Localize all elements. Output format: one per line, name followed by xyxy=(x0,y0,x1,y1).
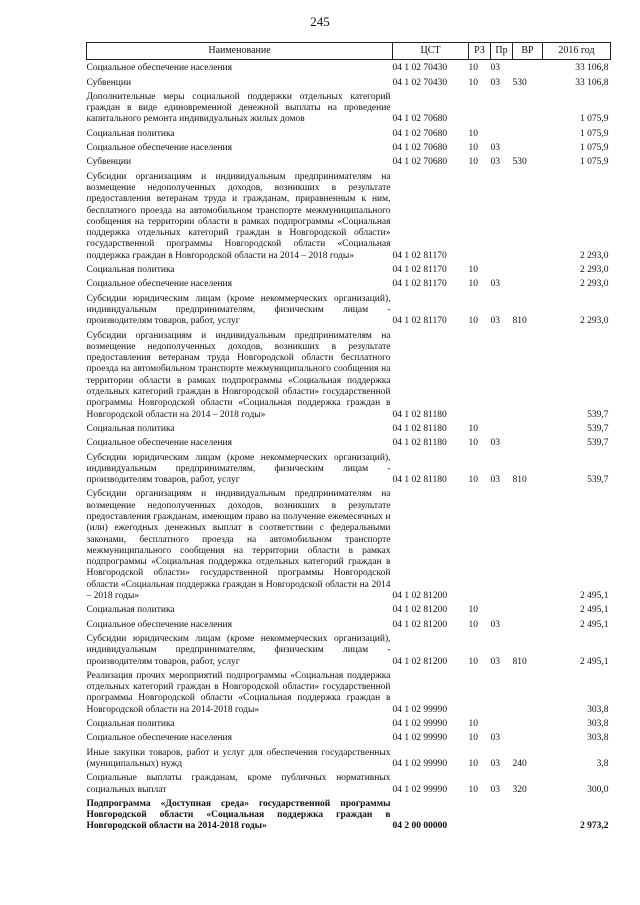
table-row xyxy=(87,89,611,126)
table-row xyxy=(87,435,611,449)
cell-vr xyxy=(513,89,543,126)
table-row xyxy=(87,276,611,290)
cell-pr: 03 xyxy=(490,475,500,486)
cell-pr xyxy=(491,602,513,616)
cell-name: Субсидии организациям и индивидуальным предпринимателям на возмещение недополученных доходов, возникших в результате предоставления ветеранам труда и гражданам, приравненным к ним, бесплатного проезда на автомобильном транспорте межмуниципального сообщения на территории области в рамках подпрограммы «Социальная поддержка отдельных категорий граждан в Новгородской области» государственной программы Новгородской области «Социальная поддержка граждан в Новгородской области на 2014 – 2018 годы» xyxy=(86,171,391,261)
table-row xyxy=(87,60,611,75)
cell-sum: 303,8 xyxy=(587,704,609,715)
table-row xyxy=(87,421,611,435)
cell-cst: 04 1 02 81200 xyxy=(392,591,448,602)
cell-pr: 03 xyxy=(490,279,500,290)
cell-sum: 33 106,8 xyxy=(575,77,609,88)
cell-rz: 10 xyxy=(468,143,478,154)
cell-sum: 1 075,9 xyxy=(580,114,609,125)
cell-vr xyxy=(513,617,543,631)
cell-rz: 10 xyxy=(468,719,478,730)
cell-rz xyxy=(469,89,491,126)
cell-name: Социальное обеспечение населения xyxy=(86,279,232,290)
cell-rz xyxy=(469,328,491,421)
cell-cst: 04 1 02 70430 xyxy=(392,63,448,74)
cell-pr xyxy=(491,169,513,262)
cell-pr xyxy=(491,668,513,716)
cell-rz: 10 xyxy=(468,128,478,139)
cell-vr xyxy=(513,796,543,833)
cell-name: Субсидии организациям и индивидуальным предпринимателям на возмещение недополученных доходов, возникших в результате предоставления гражданам, имеющим право на получение ежемесячных и (или) ежегодных денежных выплат в соответствии с федеральными законами, бесплатного проезда на автомобильном транспорте межмуниципального сообщения на территории области в рамках подпрограммы «Социальная поддержка отдельных категорий граждан в Новгородской области» государственной программы Новгородской области «Социальная поддержка граждан в Новгородской области на 2014 – 2018 годы» xyxy=(86,489,391,602)
cell-cst: 04 1 02 81180 xyxy=(392,438,447,449)
cell-name: Субсидии юридическим лицам (кроме некоммерческих организаций), индивидуальным предпринимателям, физическим лицам - производителям товаров, работ, услуг xyxy=(86,452,391,486)
cell-vr: 530 xyxy=(512,157,527,168)
cell-rz: 10 xyxy=(468,316,478,327)
cell-vr xyxy=(513,421,543,435)
cell-pr xyxy=(491,126,513,140)
cell-name: Реализация прочих мероприятий подпрограммы «Социальная поддержка отдельных категорий граждан в Новгородской области» государственной программы Новгородской области «Социальная поддержка граждан в Новгородской области на 2014-2018 годы» xyxy=(86,670,391,715)
cell-pr: 03 xyxy=(490,63,500,74)
cell-cst: 04 1 02 81170 xyxy=(392,316,447,327)
cell-pr xyxy=(491,421,513,435)
table-row xyxy=(87,716,611,730)
cell-cst: 04 1 02 81170 xyxy=(392,279,447,290)
cell-rz: 10 xyxy=(468,758,478,769)
cell-vr xyxy=(513,276,543,290)
table-row xyxy=(87,770,611,796)
cell-vr xyxy=(513,435,543,449)
table-row xyxy=(87,262,611,276)
cell-name: Социальная политика xyxy=(86,423,175,434)
table-row xyxy=(87,617,611,631)
cell-pr: 03 xyxy=(490,619,500,630)
cell-pr xyxy=(491,716,513,730)
cell-cst: 04 1 02 81170 xyxy=(392,250,447,261)
cell-vr xyxy=(513,262,543,276)
cell-cst: 04 1 02 81200 xyxy=(392,605,448,616)
cell-name: Субсидии юридическим лицам (кроме некоммерческих организаций), индивидуальным предпринимателям, физическим лицам - производителям товаров, работ, услуг xyxy=(86,293,391,327)
cell-sum: 300,0 xyxy=(587,784,609,795)
header-name: Наименование xyxy=(87,43,393,60)
cell-sum: 539,7 xyxy=(587,409,609,420)
cell-vr: 810 xyxy=(512,316,527,327)
cell-rz xyxy=(469,796,491,833)
table-row xyxy=(87,169,611,262)
cell-name: Социальная политика xyxy=(86,719,175,730)
cell-pr: 03 xyxy=(490,143,500,154)
table-row xyxy=(87,75,611,89)
cell-name: Социальные выплаты гражданам, кроме публичных нормативных социальных выплат xyxy=(86,773,391,795)
page-number: 245 xyxy=(310,14,330,29)
cell-name: Иные закупки товаров, работ и услуг для обеспечения государственных (муниципальных) нужд xyxy=(86,747,391,769)
cell-sum: 2 495,1 xyxy=(580,591,609,602)
cell-cst: 04 1 02 99990 xyxy=(392,733,448,744)
cell-name: Субвенции xyxy=(86,157,132,168)
cell-vr xyxy=(513,126,543,140)
cell-cst: 04 1 02 81200 xyxy=(392,619,448,630)
cell-name: Социальное обеспечение населения xyxy=(86,143,232,154)
cell-name: Социальная политика xyxy=(86,605,175,616)
cell-sum: 1 075,9 xyxy=(580,128,609,139)
cell-sum: 1 075,9 xyxy=(580,157,609,168)
cell-rz: 10 xyxy=(468,784,478,795)
cell-vr xyxy=(513,730,543,744)
table-header-row xyxy=(87,43,611,60)
cell-cst: 04 1 02 81200 xyxy=(392,656,448,667)
cell-sum: 539,7 xyxy=(587,475,609,486)
cell-pr: 03 xyxy=(490,733,500,744)
cell-name: Социальное обеспечение населения xyxy=(86,63,232,74)
table-row xyxy=(87,154,611,168)
cell-pr: 03 xyxy=(490,784,500,795)
cell-name: Социальное обеспечение населения xyxy=(86,438,232,449)
cell-cst: 04 1 02 99990 xyxy=(392,758,448,769)
cell-sum: 303,8 xyxy=(587,719,609,730)
cell-rz: 10 xyxy=(468,475,478,486)
cell-sum: 33 106,8 xyxy=(575,63,609,74)
cell-pr: 03 xyxy=(490,438,500,449)
table-row xyxy=(87,796,611,833)
header-pr: Пр xyxy=(491,43,513,60)
table-body xyxy=(87,60,611,833)
cell-sum: 2 495,1 xyxy=(580,619,609,630)
table-row xyxy=(87,668,611,716)
cell-pr xyxy=(491,328,513,421)
cell-sum: 2 495,1 xyxy=(580,656,609,667)
cell-pr: 03 xyxy=(490,656,500,667)
table-row xyxy=(87,328,611,421)
cell-pr xyxy=(491,89,513,126)
cell-rz xyxy=(469,486,491,602)
cell-name: Социальная политика xyxy=(86,265,175,276)
cell-cst: 04 1 02 81180 xyxy=(392,423,447,434)
cell-vr xyxy=(513,169,543,262)
table-row xyxy=(87,450,611,487)
cell-sum: 3,8 xyxy=(596,758,609,769)
cell-pr: 03 xyxy=(490,77,500,88)
cell-rz: 10 xyxy=(468,423,478,434)
header-cst: ЦСТ xyxy=(393,43,469,60)
cell-sum: 2 293,0 xyxy=(580,250,609,261)
cell-vr: 810 xyxy=(512,475,527,486)
table-row xyxy=(87,631,611,668)
cell-rz: 10 xyxy=(468,77,478,88)
cell-sum: 2 495,1 xyxy=(580,605,609,616)
cell-vr xyxy=(513,60,543,75)
header-vr: ВР xyxy=(513,43,543,60)
cell-cst: 04 1 02 81180 xyxy=(392,409,447,420)
table-row xyxy=(87,745,611,771)
budget-table xyxy=(86,42,611,833)
cell-sum: 1 075,9 xyxy=(580,143,609,154)
cell-name: Социальная политика xyxy=(86,128,175,139)
cell-cst: 04 1 02 70680 xyxy=(392,143,448,154)
cell-pr: 03 xyxy=(490,758,500,769)
cell-rz: 10 xyxy=(468,265,478,276)
cell-cst: 04 1 02 99990 xyxy=(392,784,448,795)
cell-sum: 2 293,0 xyxy=(580,316,609,327)
table-row xyxy=(87,126,611,140)
cell-cst: 04 1 02 81170 xyxy=(392,265,447,276)
table-row xyxy=(87,486,611,602)
cell-name: Социальное обеспечение населения xyxy=(86,619,232,630)
cell-cst: 04 2 00 00000 xyxy=(392,821,448,832)
cell-rz: 10 xyxy=(468,619,478,630)
cell-rz: 10 xyxy=(468,733,478,744)
cell-name: Дополнительные меры социальной поддержки отдельных категорий граждан в виде единовременной денежной выплаты на проведение капитального ремонта индивидуальных жилых домов xyxy=(86,91,391,125)
cell-rz: 10 xyxy=(468,279,478,290)
cell-sum: 2 293,0 xyxy=(580,265,609,276)
cell-vr xyxy=(513,140,543,154)
cell-name: Социальное обеспечение населения xyxy=(86,733,232,744)
cell-sum: 2 293,0 xyxy=(580,279,609,290)
cell-rz xyxy=(469,668,491,716)
cell-vr xyxy=(513,486,543,602)
cell-vr xyxy=(513,328,543,421)
cell-cst: 04 1 02 70680 xyxy=(392,128,448,139)
cell-cst: 04 1 02 70680 xyxy=(392,157,448,168)
cell-sum: 303,8 xyxy=(587,733,609,744)
cell-vr: 530 xyxy=(512,77,527,88)
cell-cst: 04 1 02 99990 xyxy=(392,704,448,715)
header-year: 2016 год xyxy=(543,43,611,60)
cell-rz: 10 xyxy=(468,605,478,616)
table-row xyxy=(87,140,611,154)
cell-rz: 10 xyxy=(468,63,478,74)
cell-sum: 539,7 xyxy=(587,438,609,449)
cell-vr: 320 xyxy=(512,784,527,795)
cell-cst: 04 1 02 81180 xyxy=(392,475,447,486)
cell-name: Подпрограмма «Доступная среда» государственной программы Новгородской области «Социальная поддержка граждан в Новгородской области на 2014-2018 годы» xyxy=(86,798,391,832)
cell-vr xyxy=(513,602,543,616)
cell-pr xyxy=(491,796,513,833)
cell-name: Субсидии организациям и индивидуальным предпринимателям на возмещение недополученных доходов, возникших в результате предоставления ветеранам труда Новгородской области бесплатного проезда на автомобильном транспорте межмуниципального сообщения на территории области в рамках подпрограммы «Социальная поддержка отдельных категорий граждан в Новгородской области» государственной программы Новгородской области «Социальная поддержка граждан в Новгородской области на 2014 – 2018 годы» xyxy=(86,330,391,420)
cell-pr: 03 xyxy=(490,157,500,168)
table-row xyxy=(87,291,611,328)
cell-name: Субвенции xyxy=(86,77,132,88)
table-row xyxy=(87,602,611,616)
table-row xyxy=(87,730,611,744)
cell-vr: 810 xyxy=(512,656,527,667)
cell-rz xyxy=(469,169,491,262)
cell-pr: 03 xyxy=(490,316,500,327)
cell-rz: 10 xyxy=(468,438,478,449)
cell-cst: 04 1 02 99990 xyxy=(392,719,448,730)
cell-cst: 04 1 02 70430 xyxy=(392,77,448,88)
cell-sum: 539,7 xyxy=(587,423,609,434)
cell-name: Субсидии юридическим лицам (кроме некоммерческих организаций), индивидуальным предпринимателям, физическим лицам - производителям товаров, работ, услуг xyxy=(86,633,391,667)
cell-cst: 04 1 02 70680 xyxy=(392,114,448,125)
cell-pr xyxy=(491,486,513,602)
cell-sum: 2 973,2 xyxy=(580,821,609,832)
cell-vr xyxy=(513,668,543,716)
cell-vr xyxy=(513,716,543,730)
cell-rz: 10 xyxy=(468,157,478,168)
header-rz: РЗ xyxy=(469,43,491,60)
cell-pr xyxy=(491,262,513,276)
cell-vr: 240 xyxy=(512,758,527,769)
cell-rz: 10 xyxy=(468,656,478,667)
